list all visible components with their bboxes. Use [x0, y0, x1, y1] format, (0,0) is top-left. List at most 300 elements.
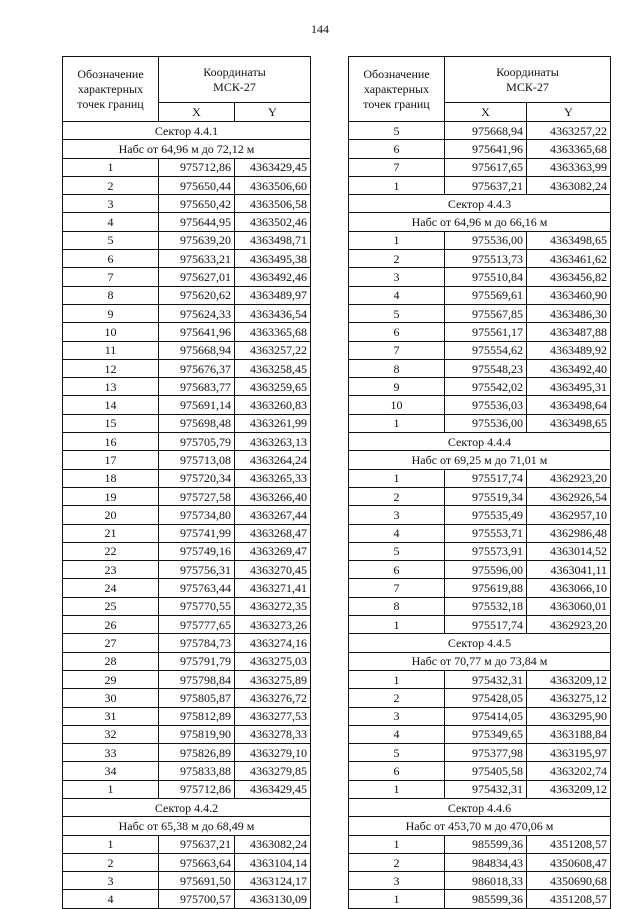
table-row: [349, 835, 611, 853]
table-row: [63, 396, 311, 414]
x-coordinate: 975700,57: [159, 890, 235, 908]
point-number: 1: [349, 890, 445, 908]
table-row: [63, 304, 311, 322]
table-row: [349, 341, 611, 359]
point-number: 1: [349, 414, 445, 432]
table-row: [349, 689, 611, 707]
y-coordinate: 4363495,31: [527, 378, 611, 396]
y-coordinate: 4363260,83: [235, 396, 311, 414]
point-number: 9: [349, 378, 445, 396]
x-coordinate: 975548,23: [445, 359, 527, 377]
table-row: [349, 762, 611, 780]
y-coordinate: 4363261,99: [235, 414, 311, 432]
sector-row: [349, 433, 611, 451]
sector-label: Набс от 65,38 м до 68,49 м: [63, 817, 311, 835]
table-row: [63, 469, 311, 487]
page-number: 144: [311, 22, 329, 36]
x-coordinate: 975777,65: [159, 616, 235, 634]
x-coordinate: 975763,44: [159, 579, 235, 597]
table-body-left: [63, 122, 311, 909]
y-coordinate: 4363104,14: [235, 853, 311, 871]
point-label-header: Обозначение характерных точек границ: [63, 57, 159, 122]
table-row: [349, 579, 611, 597]
point-number: 5: [349, 744, 445, 762]
table-row: [63, 378, 311, 396]
x-coordinate: 975691,14: [159, 396, 235, 414]
y-coordinate: 4363498,65: [527, 231, 611, 249]
point-number: 19: [63, 487, 159, 505]
y-coordinate: 4363082,24: [527, 176, 611, 194]
y-coordinate: 4363273,26: [235, 616, 311, 634]
table-row: [349, 872, 611, 890]
sector-row: [349, 451, 611, 469]
x-coordinate: 975405,58: [445, 762, 527, 780]
y-coordinate: 4363498,64: [527, 396, 611, 414]
y-coordinate: 4362923,20: [527, 616, 611, 634]
table-row: [63, 835, 311, 853]
x-coordinate: 975432,31: [445, 780, 527, 798]
point-label-header: Обозначение характерных точек границ: [349, 57, 445, 122]
x-coordinate: 975536,00: [445, 231, 527, 249]
x-coordinate: 975536,00: [445, 414, 527, 432]
x-coordinate: 975734,80: [159, 506, 235, 524]
point-number: 5: [349, 122, 445, 140]
x-coordinate: 975812,89: [159, 707, 235, 725]
table-row: [63, 670, 311, 688]
x-coordinate: 975639,20: [159, 231, 235, 249]
point-number: 1: [63, 780, 159, 798]
point-number: 7: [349, 579, 445, 597]
point-number: 3: [63, 195, 159, 213]
point-number: 1: [349, 231, 445, 249]
point-number: 6: [349, 323, 445, 341]
x-coordinate: 986018,33: [445, 872, 527, 890]
table-row: [63, 542, 311, 560]
y-coordinate: 4363277,53: [235, 707, 311, 725]
point-number: 24: [63, 579, 159, 597]
point-number: 12: [63, 359, 159, 377]
y-coordinate: 4363489,97: [235, 286, 311, 304]
point-number: 8: [349, 597, 445, 615]
point-number: 10: [63, 323, 159, 341]
table-row: [63, 579, 311, 597]
table-row: [63, 689, 311, 707]
table-row: [63, 323, 311, 341]
point-number: 1: [349, 176, 445, 194]
y-coordinate: 4363492,46: [235, 268, 311, 286]
table-row: [349, 707, 611, 725]
x-coordinate: 975641,96: [445, 140, 527, 158]
point-number: 9: [63, 304, 159, 322]
table-row: [349, 670, 611, 688]
y-coordinate: 4363265,33: [235, 469, 311, 487]
y-coordinate: 4363498,71: [235, 231, 311, 249]
table-body-right: [349, 122, 611, 909]
x-coordinate: 975833,88: [159, 762, 235, 780]
x-coordinate: 975535,49: [445, 506, 527, 524]
point-number: 14: [63, 396, 159, 414]
y-coordinate: 4363041,11: [527, 561, 611, 579]
x-coordinate: 975826,89: [159, 744, 235, 762]
table-row: [63, 195, 311, 213]
point-number: 15: [63, 414, 159, 432]
point-number: 32: [63, 725, 159, 743]
y-coordinate: 4363258,45: [235, 359, 311, 377]
sector-row: [349, 817, 611, 835]
x-coordinate: 975517,74: [445, 616, 527, 634]
table-row: [349, 890, 611, 908]
point-number: 18: [63, 469, 159, 487]
y-coordinate: 4362957,10: [527, 506, 611, 524]
x-coordinate: 975513,73: [445, 250, 527, 268]
x-coordinate: 975713,08: [159, 451, 235, 469]
point-number: 21: [63, 524, 159, 542]
point-number: 4: [63, 890, 159, 908]
table-row: [63, 506, 311, 524]
x-coordinate: 975668,94: [445, 122, 527, 140]
table-row: [63, 268, 311, 286]
y-coordinate: 4363268,47: [235, 524, 311, 542]
x-coordinate: 975683,77: [159, 378, 235, 396]
sector-row: [63, 798, 311, 816]
x-coordinate: 975567,85: [445, 304, 527, 322]
y-coordinate: 4363275,89: [235, 670, 311, 688]
table-row: [63, 597, 311, 615]
x-coordinate: 985599,36: [445, 835, 527, 853]
x-coordinate: 975519,34: [445, 487, 527, 505]
table-row: [349, 414, 611, 432]
table-row: [63, 231, 311, 249]
sector-label: Сектор 4.4.5: [349, 634, 611, 652]
table-row: [63, 872, 311, 890]
sector-row: [349, 798, 611, 816]
coordinates-table-left: [62, 56, 311, 909]
table-row: [63, 652, 311, 670]
x-coordinate: 975691,50: [159, 872, 235, 890]
y-coordinate: 4363195,97: [527, 744, 611, 762]
point-number: 28: [63, 652, 159, 670]
point-number: 8: [349, 359, 445, 377]
y-coordinate: 4363456,82: [527, 268, 611, 286]
x-coordinate: 975798,84: [159, 670, 235, 688]
y-coordinate: 4351208,57: [527, 835, 611, 853]
y-coordinate: 4363259,65: [235, 378, 311, 396]
table-row: [349, 506, 611, 524]
table-row: [349, 561, 611, 579]
table-row: [63, 524, 311, 542]
point-number: 16: [63, 433, 159, 451]
x-coordinate: 975432,31: [445, 670, 527, 688]
point-number: 30: [63, 689, 159, 707]
y-coordinate: 4351208,57: [527, 890, 611, 908]
point-number: 3: [349, 707, 445, 725]
table-row: [63, 158, 311, 176]
point-number: 27: [63, 634, 159, 652]
y-coordinate: 4363363,99: [527, 158, 611, 176]
point-number: 6: [349, 140, 445, 158]
x-coordinate: 984834,43: [445, 853, 527, 871]
point-number: 1: [349, 616, 445, 634]
x-coordinate: 975720,34: [159, 469, 235, 487]
x-coordinate: 975624,33: [159, 304, 235, 322]
coordinates-header: Координаты МСК-27: [445, 57, 611, 103]
y-coordinate: 4363066,10: [527, 579, 611, 597]
sector-row: [63, 122, 311, 140]
table-row: [63, 286, 311, 304]
y-coordinate: 4363429,45: [235, 780, 311, 798]
x-coordinate: 985599,36: [445, 890, 527, 908]
x-coordinate: 975712,86: [159, 780, 235, 798]
table-row: [349, 122, 611, 140]
point-number: 20: [63, 506, 159, 524]
y-coordinate: 4363461,62: [527, 250, 611, 268]
point-number: 4: [349, 524, 445, 542]
x-coordinate: 975668,94: [159, 341, 235, 359]
y-coordinate: 4363495,38: [235, 250, 311, 268]
y-coordinate: 4363082,24: [235, 835, 311, 853]
x-coordinate: 975428,05: [445, 689, 527, 707]
point-number: 23: [63, 561, 159, 579]
sector-label: Набс от 64,96 м до 66,16 м: [349, 213, 611, 231]
point-number: 17: [63, 451, 159, 469]
sector-label: Набс от 69,25 м до 71,01 м: [349, 451, 611, 469]
coordinates-header: Координаты МСК-27: [159, 57, 311, 103]
point-number: 31: [63, 707, 159, 725]
y-coordinate: 4363489,92: [527, 341, 611, 359]
point-number: 8: [63, 286, 159, 304]
x-coordinate: 975573,91: [445, 542, 527, 560]
table-row: [63, 213, 311, 231]
table-row: [349, 359, 611, 377]
point-number: 13: [63, 378, 159, 396]
point-number: 25: [63, 597, 159, 615]
table-row: [63, 725, 311, 743]
table-row: [349, 286, 611, 304]
x-coordinate: 975698,48: [159, 414, 235, 432]
table-row: [63, 890, 311, 908]
x-coordinate: 975633,21: [159, 250, 235, 268]
table-row: [349, 744, 611, 762]
y-coordinate: 4363264,24: [235, 451, 311, 469]
y-coordinate: 4363279,85: [235, 762, 311, 780]
x-coordinate: 975414,05: [445, 707, 527, 725]
table-row: [349, 140, 611, 158]
y-coordinate: 4363124,17: [235, 872, 311, 890]
table-row: [63, 561, 311, 579]
table-row: [349, 597, 611, 615]
point-number: 34: [63, 762, 159, 780]
x-coordinate: 975637,21: [159, 835, 235, 853]
point-number: 2: [63, 176, 159, 194]
point-number: 1: [349, 835, 445, 853]
point-number: 5: [349, 304, 445, 322]
x-coordinate: 975641,96: [159, 323, 235, 341]
point-number: 2: [349, 853, 445, 871]
point-number: 4: [349, 725, 445, 743]
y-coordinate: 4363506,60: [235, 176, 311, 194]
x-coordinate: 975637,21: [445, 176, 527, 194]
x-coordinate: 975784,73: [159, 634, 235, 652]
y-column-header: Y: [527, 103, 611, 122]
y-coordinate: 4363429,45: [235, 158, 311, 176]
x-coordinate: 975349,65: [445, 725, 527, 743]
x-coordinate: 975617,65: [445, 158, 527, 176]
point-number: 1: [349, 780, 445, 798]
y-coordinate: 4363269,47: [235, 542, 311, 560]
table-row: [349, 378, 611, 396]
table-row: [349, 304, 611, 322]
y-coordinate: 4363060,01: [527, 597, 611, 615]
y-coordinate: 4363257,22: [235, 341, 311, 359]
point-number: 7: [63, 268, 159, 286]
point-number: 3: [349, 268, 445, 286]
table-row: [63, 250, 311, 268]
table-row: [349, 469, 611, 487]
point-number: 1: [63, 158, 159, 176]
point-number: 1: [349, 670, 445, 688]
x-coordinate: 975650,42: [159, 195, 235, 213]
y-coordinate: 4350608,47: [527, 853, 611, 871]
y-coordinate: 4363263,13: [235, 433, 311, 451]
x-coordinate: 975510,84: [445, 268, 527, 286]
sector-row: [63, 817, 311, 835]
x-coordinate: 975377,98: [445, 744, 527, 762]
y-coordinate: 4363276,72: [235, 689, 311, 707]
point-number: 10: [349, 396, 445, 414]
point-number: 1: [349, 469, 445, 487]
table-row: [63, 341, 311, 359]
y-coordinate: 4363274,16: [235, 634, 311, 652]
sector-label: Сектор 4.4.6: [349, 798, 611, 816]
y-coordinate: 4363365,68: [527, 140, 611, 158]
x-coordinate: 975536,03: [445, 396, 527, 414]
y-coordinate: 4362926,54: [527, 487, 611, 505]
x-column-header: X: [159, 103, 235, 122]
x-coordinate: 975805,87: [159, 689, 235, 707]
table-row: [349, 853, 611, 871]
table-row: [349, 396, 611, 414]
point-number: 3: [349, 872, 445, 890]
x-coordinate: 975517,74: [445, 469, 527, 487]
table-row: [63, 707, 311, 725]
y-coordinate: 4363486,30: [527, 304, 611, 322]
sector-label: Сектор 4.4.1: [63, 122, 311, 140]
sector-label: Сектор 4.4.3: [349, 195, 611, 213]
y-coordinate: 4363436,54: [235, 304, 311, 322]
y-coordinate: 4363272,35: [235, 597, 311, 615]
point-number: 29: [63, 670, 159, 688]
y-coordinate: 4363492,40: [527, 359, 611, 377]
coordinates-table-right: [348, 56, 611, 909]
x-coordinate: 975644,95: [159, 213, 235, 231]
x-coordinate: 975569,61: [445, 286, 527, 304]
x-coordinate: 975741,99: [159, 524, 235, 542]
y-coordinate: 4363267,44: [235, 506, 311, 524]
point-number: 3: [349, 506, 445, 524]
y-coordinate: 4363209,12: [527, 670, 611, 688]
point-number: 6: [63, 250, 159, 268]
x-coordinate: 975712,86: [159, 158, 235, 176]
x-coordinate: 975627,01: [159, 268, 235, 286]
table-row: [63, 744, 311, 762]
table-row: [349, 176, 611, 194]
y-coordinate: 4363271,41: [235, 579, 311, 597]
y-coordinate: 4363188,84: [527, 725, 611, 743]
table-row: [349, 542, 611, 560]
x-coordinate: 975727,58: [159, 487, 235, 505]
y-coordinate: 4350690,68: [527, 872, 611, 890]
y-coordinate: 4363278,33: [235, 725, 311, 743]
x-coordinate: 975770,55: [159, 597, 235, 615]
table-row: [63, 487, 311, 505]
y-coordinate: 4363209,12: [527, 780, 611, 798]
table-row: [63, 176, 311, 194]
sector-row: [349, 213, 611, 231]
y-coordinate: 4363498,65: [527, 414, 611, 432]
point-number: 6: [349, 561, 445, 579]
y-coordinate: 4363506,58: [235, 195, 311, 213]
point-number: 7: [349, 341, 445, 359]
x-coordinate: 975749,16: [159, 542, 235, 560]
y-coordinate: 4363275,03: [235, 652, 311, 670]
x-coordinate: 975650,44: [159, 176, 235, 194]
table-row: [63, 451, 311, 469]
point-number: 33: [63, 744, 159, 762]
table-row: [349, 780, 611, 798]
x-coordinate: 975705,79: [159, 433, 235, 451]
x-column-header: X: [445, 103, 527, 122]
point-number: 6: [349, 762, 445, 780]
x-coordinate: 975756,31: [159, 561, 235, 579]
table-row: [63, 359, 311, 377]
point-number: 5: [349, 542, 445, 560]
x-coordinate: 975553,71: [445, 524, 527, 542]
x-coordinate: 975619,88: [445, 579, 527, 597]
table-row: [349, 323, 611, 341]
y-coordinate: 4363270,45: [235, 561, 311, 579]
table-row: [63, 634, 311, 652]
x-coordinate: 975819,90: [159, 725, 235, 743]
y-coordinate: 4362923,20: [527, 469, 611, 487]
table-row: [349, 268, 611, 286]
y-column-header: Y: [235, 103, 311, 122]
table-row: [63, 616, 311, 634]
y-coordinate: 4362986,48: [527, 524, 611, 542]
sector-label: Набс от 64,96 м до 72,12 м: [63, 140, 311, 158]
point-number: 7: [349, 158, 445, 176]
sector-label: Набс от 453,70 м до 470,06 м: [349, 817, 611, 835]
sector-row: [349, 195, 611, 213]
y-coordinate: 4363014,52: [527, 542, 611, 560]
sector-row: [63, 140, 311, 158]
sector-row: [349, 652, 611, 670]
y-coordinate: 4363275,12: [527, 689, 611, 707]
x-coordinate: 975791,79: [159, 652, 235, 670]
y-coordinate: 4363295,90: [527, 707, 611, 725]
point-number: 11: [63, 341, 159, 359]
point-number: 5: [63, 231, 159, 249]
table-row: [349, 725, 611, 743]
table-row: [349, 158, 611, 176]
y-coordinate: 4363266,40: [235, 487, 311, 505]
y-coordinate: 4363502,46: [235, 213, 311, 231]
table-row: [63, 853, 311, 871]
y-coordinate: 4363460,90: [527, 286, 611, 304]
y-coordinate: 4363130,09: [235, 890, 311, 908]
point-number: 2: [349, 250, 445, 268]
y-coordinate: 4363487,88: [527, 323, 611, 341]
y-coordinate: 4363279,10: [235, 744, 311, 762]
